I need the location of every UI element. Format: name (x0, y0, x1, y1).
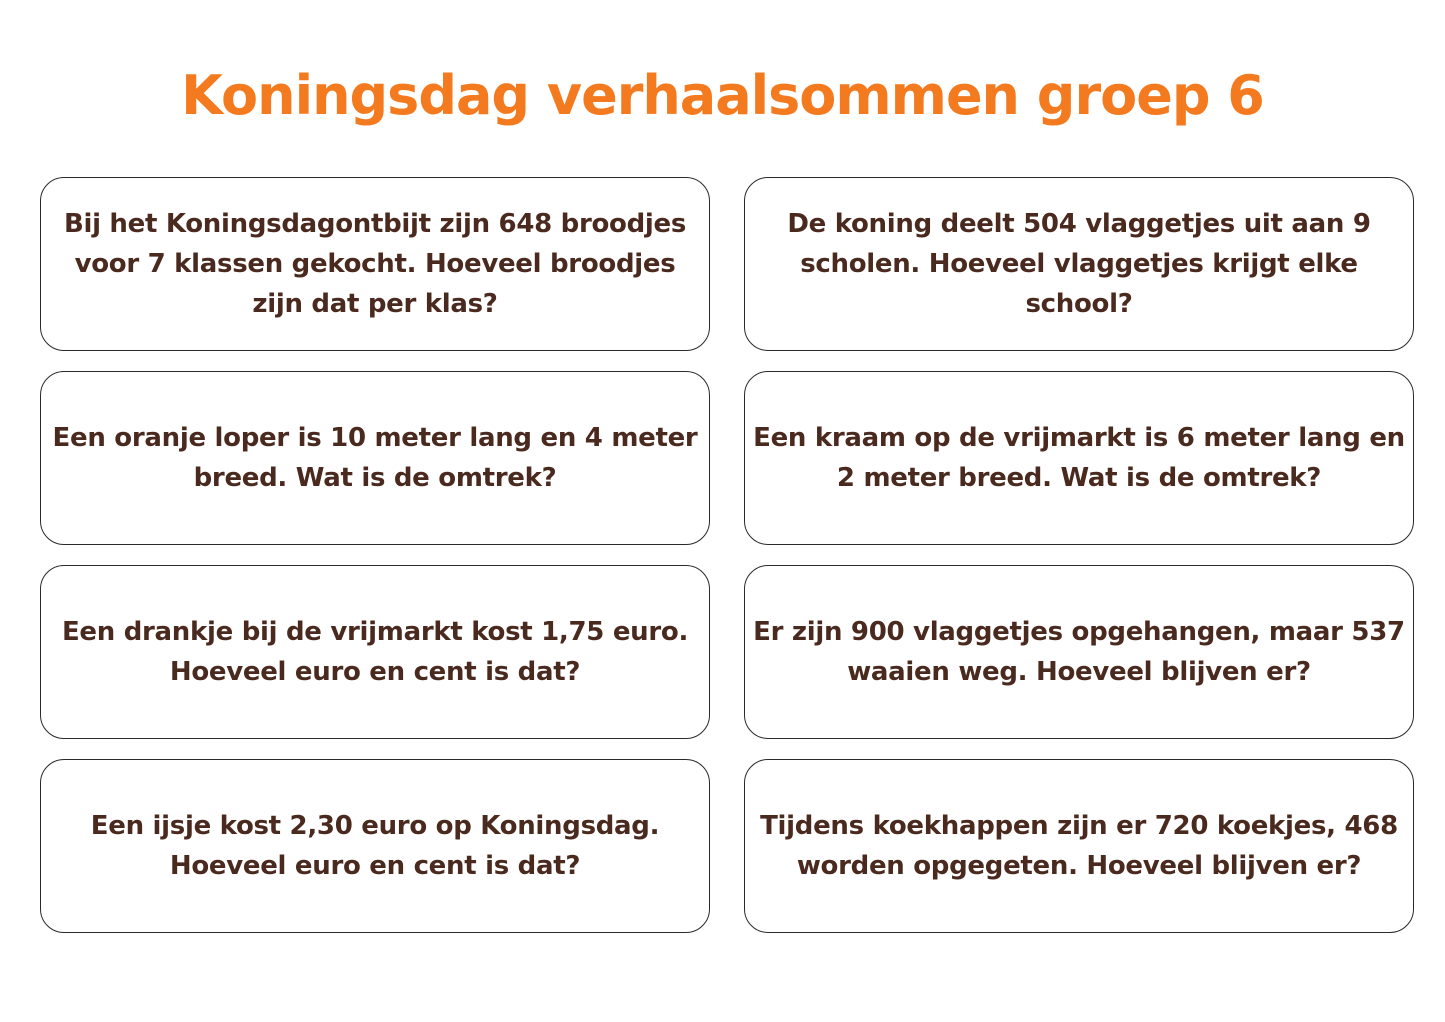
word-problem-text: Een ijsje kost 2,30 euro op Koningsdag. Hoeveel euro en cent is dat? (90, 811, 660, 881)
word-problem-text: De koning deelt 504 vlaggetjes uit aan 9 scholen. Hoeveel vlaggetjes krijgt elke school? (787, 209, 1371, 319)
word-problem-card-3 (40, 371, 710, 545)
word-problem-text: Bij het Koningsdagontbijt zijn 648 broodjes voor 7 klassen gekocht. Hoeveel broodjes zijn dat per klas? (63, 209, 687, 319)
word-problem-card-8 (744, 759, 1414, 933)
word-problem-text: Een kraam op de vrijmarkt is 6 meter lang en 2 meter breed. Wat is de omtrek? (753, 423, 1405, 493)
word-problem-card-4 (744, 371, 1414, 545)
word-problem-card-7 (40, 759, 710, 933)
word-problem-card-1 (40, 177, 710, 351)
page-title: Koningsdag verhaalsommen groep 6 (181, 64, 1264, 127)
word-problem-text: Er zijn 900 vlaggetjes opgehangen, maar 537 waaien weg. Hoeveel blijven er? (753, 617, 1405, 687)
word-problem-text: Tijdens koekhappen zijn er 720 koekjes, 468 worden opgegeten. Hoeveel blijven er? (760, 811, 1398, 881)
word-problem-card-6 (744, 565, 1414, 739)
word-problem-text: Een oranje loper is 10 meter lang en 4 meter breed. Wat is de omtrek? (52, 423, 698, 493)
word-problem-card-5 (40, 565, 710, 739)
word-problem-text: Een drankje bij de vrijmarkt kost 1,75 euro. Hoeveel euro en cent is dat? (61, 617, 689, 687)
word-problem-card-2 (744, 177, 1414, 351)
